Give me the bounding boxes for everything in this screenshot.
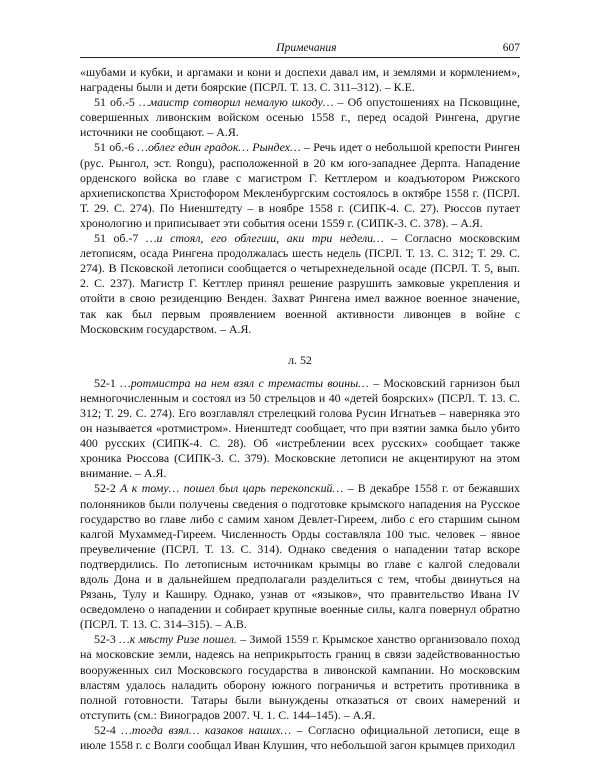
note-quote: …облег един градок… Рындех… [137,140,301,155]
note-quote: …к мѣсту Ризе пошел. [119,632,237,647]
note-text: «шубами и кубки, и аргамаки и кони и доспехи давал им, и землями и кормлением», наградены были и дети боярские (ПСРЛ. Т. 13. С. 311–312). – К.Е. [80,65,520,95]
note-ref: 52-1 [94,375,121,390]
note-ref: 52-3 [94,632,120,647]
note-text: – Московский гарнизон был немногочисленным и состоял из 50 стрельцов и 40 «детей боярских» (ПСРЛ. Т. 13. С. 312; Т. 29. С. 274). Его возглавлял стрелецкий голова Русин Игнатьев – наверняка это он называется «ротмистром». Ниенштедт сообщает, что при взятии замка было убито 400 русских (СИПК-4. С. 28). Об «истреблении всех русских» сообщает также хроника Рюссова (СИПК-3. С. 379). Московские летописи не акцентируют на этом внимание. – А.Я. [80,375,520,481]
header-title: Примечания [276,42,337,54]
note-quote: …ротмистра на нем взял с тремасты воины… [120,375,369,390]
note-paragraph [80,65,520,95]
note-ref: 51 об.-6 [94,140,138,155]
note-ref: 51 об.-7 [94,231,146,246]
note-paragraph [80,95,520,140]
note-quote: А к тому… пошел был царь перекопский… [120,481,344,496]
note-ref: 51 об.-5 [94,95,139,110]
note-paragraph [80,632,520,723]
note-paragraph [80,481,520,632]
note-text: – Зимой 1559 г. Крымское ханство организовало поход на московские земли, надеясь на неприкрытость границ в связи задействованностью вооруженных сил Московского государства в ливонской кампании. Но московским властям удалось наладить оборону южного пограничья и встретить противника в полной готовности. Татары были вынуждены отказаться от своих намерений и отступить (см.: Виноградов 2007. Ч. 1. С. 144–145). – А.Я. [80,632,520,722]
note-paragraph [80,140,520,231]
note-paragraph [80,723,520,753]
note-ref: 52-2 [94,481,121,496]
note-text: – Об опустошениях на Псковщине, совершенных ливонским войском осенью 1558 г., перед осадой Рингена, другие источники не сообщают. – А.Я. [80,95,520,140]
note-text: – Согласно московским летописям, осада Рингена продолжалась шесть недель (ПСРЛ. Т. 13. С. 312; Т. 29. С. 274). В Псковской летописи сообщается о четырехнедельной осаде (ПСРЛ. Т. 5, вып. 2. С. 237). Магистр Г. Кеттлер принял решение разрушить замковые укрепления и отойти в свою резиденцию Венден. Захват Рингена имел важное военное значение, так как был первым проявлением военной активности ливонцев в войне с Московским государством. – А.Я. [80,231,520,336]
page-number: 607 [502,42,520,54]
notes-body [80,65,520,753]
note-quote: …и стоял, его облегши, аки три недели… [145,231,384,246]
note-quote: …тогда взял… казаков наших… [121,722,292,737]
section-label: л. 52 [288,352,312,367]
note-text: – Согласно официальной летописи, еще в июле 1558 г. с Волги сообщал Иван Клушин, что небольшой загон крымцев приходил [80,722,520,753]
note-text: – Речь идет о небольшой крепости Ринген (рус. Рынгол, эст. Rongu), расположенной в 20 км юго-западнее Дерпта. Нападение орденского войска во главе с магистром Г. Кеттлером и коадъютором Рижского архиепископства Христофором Мекленбургским состоялось в октябре 1558 г. (ПСРЛ. Т. 29. С. 274). По Ниенштедту – в ноябре 1558 г. (СИПК-4. С. 27). Рюссов путает хронологию и приписывает эти события осени 1559 г. (СИПК-3. С. 378). – А.Я. [80,140,520,230]
note-paragraph [80,231,520,337]
page [80,42,520,753]
running-header [80,42,520,58]
note-quote: …маистр сотворил немалую шкоду… [138,95,334,110]
note-ref: 52-4 [94,722,122,737]
note-paragraph [80,376,520,482]
note-text: – В декабре 1558 г. от бежавших полоняников были получены сведения о подготовке крымского нападения на Русское государство во главе либо с самим ханом Девлет-Гиреем, либо с его старшим сыном калгой Мухаммед-Гиреем. Численность Орды составляла 100 тыс. человек – явное преувеличение (ПСРЛ. Т. 13. С. 314). Однако сведения о нападении татар вскоре подтвердились. По летописным источникам крымцы во главе с калгой следовали вдоль Дона и в дальнейшем предполагали разделиться с тем, чтобы двинуться на Рязань, Тулу и Каширу. Однако, узнав от «языков», что правительство Ивана IV осведомлено о нападении и собирает крупные военные силы, калга повернул обратно (ПСРЛ. Т. 13. С. 314–315). – А.В. [80,481,520,632]
